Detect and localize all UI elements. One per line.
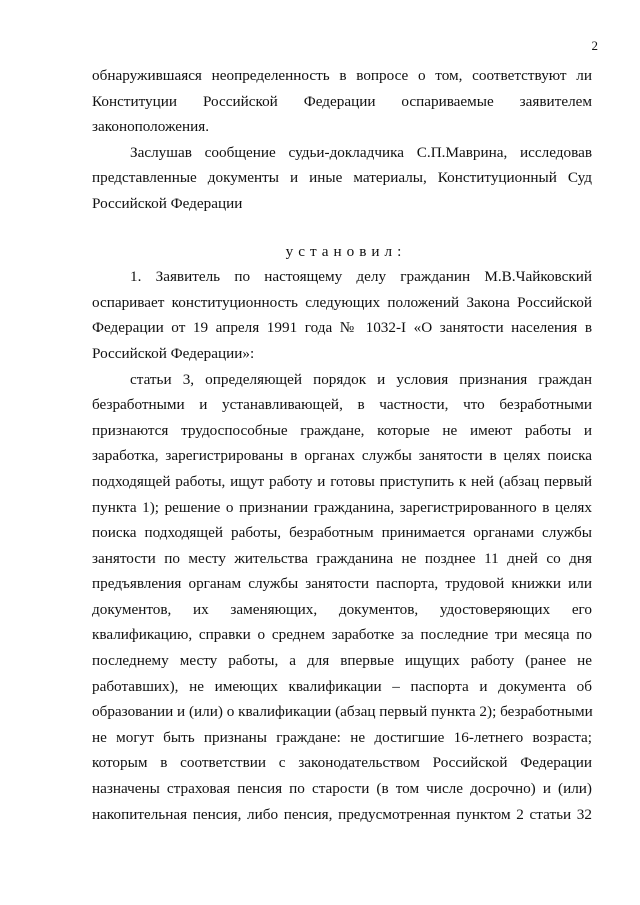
page-number: 2	[591, 38, 598, 53]
text-line: пункта 1); решение о признании гражданина, зарегистрированного в целях	[92, 498, 592, 516]
text-line: обнаружившаяся неопределенность в вопросе о том, соответствуют ли	[92, 67, 592, 84]
text-line: накопительная пенсия, либо пенсия, предусмотренная пунктом 2 статьи 32	[92, 805, 592, 823]
text-line: квалификацию, справки о среднем заработке за последние три месяца по	[92, 626, 592, 644]
text-line: которым в соответствии с законодательством Российской Федерации	[92, 754, 592, 772]
section-heading: установил:	[285, 242, 407, 260]
document-body	[92, 63, 592, 827]
text-line: законоположения.	[92, 118, 210, 136]
text-line: статьи 3, определяющей порядок и условия признания граждан	[130, 370, 592, 388]
text-line: назначены страховая пенсия по старости (в том числе досрочно) и (или)	[92, 780, 592, 798]
text-line: Заслушав сообщение судьи-докладчика С.П.Маврина, исследовав	[130, 143, 592, 161]
text-line: образовании и (или) о квалификации (абзац первый пункта 2); безработными	[92, 703, 593, 721]
text-line: подходящей работы, ищут работу и готовы приступить к ней (абзац первый	[92, 472, 592, 490]
text-line: поиска подходящей работы, безработным принимается органами службы	[92, 524, 592, 542]
text-line: Российской Федерации»:	[92, 344, 255, 362]
text-line: оспаривает конституционность следующих положений Закона Российской	[92, 293, 592, 311]
text-line: Федерации от 19 апреля 1991 года № 1032-I «О занятости населения в	[92, 319, 592, 337]
text-line: работавших), не имеющих квалификации – паспорта и документа об	[92, 677, 592, 695]
text-line: предъявления органам службы занятости паспорта, трудовой книжки или	[92, 575, 592, 593]
text-line: безработными и устанавливающей, в частности, что безработными	[92, 396, 592, 414]
text-line: документов, их заменяющих, документов, удостоверяющих его	[92, 600, 592, 618]
text-line: занятости по месту жительства гражданина не позднее 11 дней со дня	[92, 549, 592, 567]
text-line: признаются трудоспособные граждане, которые не имеют работы и	[92, 421, 592, 439]
text-line: Российской Федерации	[92, 194, 243, 212]
spacer	[92, 217, 592, 239]
text-line: представленные документы и иные материалы, Конституционный Суд	[92, 169, 592, 187]
text-line: Конституции Российской Федерации оспариваемые заявителем	[92, 92, 592, 110]
text-line: последнему месту работы, а для впервые ищущих работу (ранее не	[92, 652, 592, 670]
text-line: 1. Заявитель по настоящему делу гражданин М.В.Чайковский	[130, 268, 592, 286]
text-line: не могут быть признаны граждане: не достигшие 16-летнего возраста;	[92, 728, 592, 746]
text-line: заработка, зарегистрированы в органах службы занятости в целях поиска	[92, 447, 592, 465]
